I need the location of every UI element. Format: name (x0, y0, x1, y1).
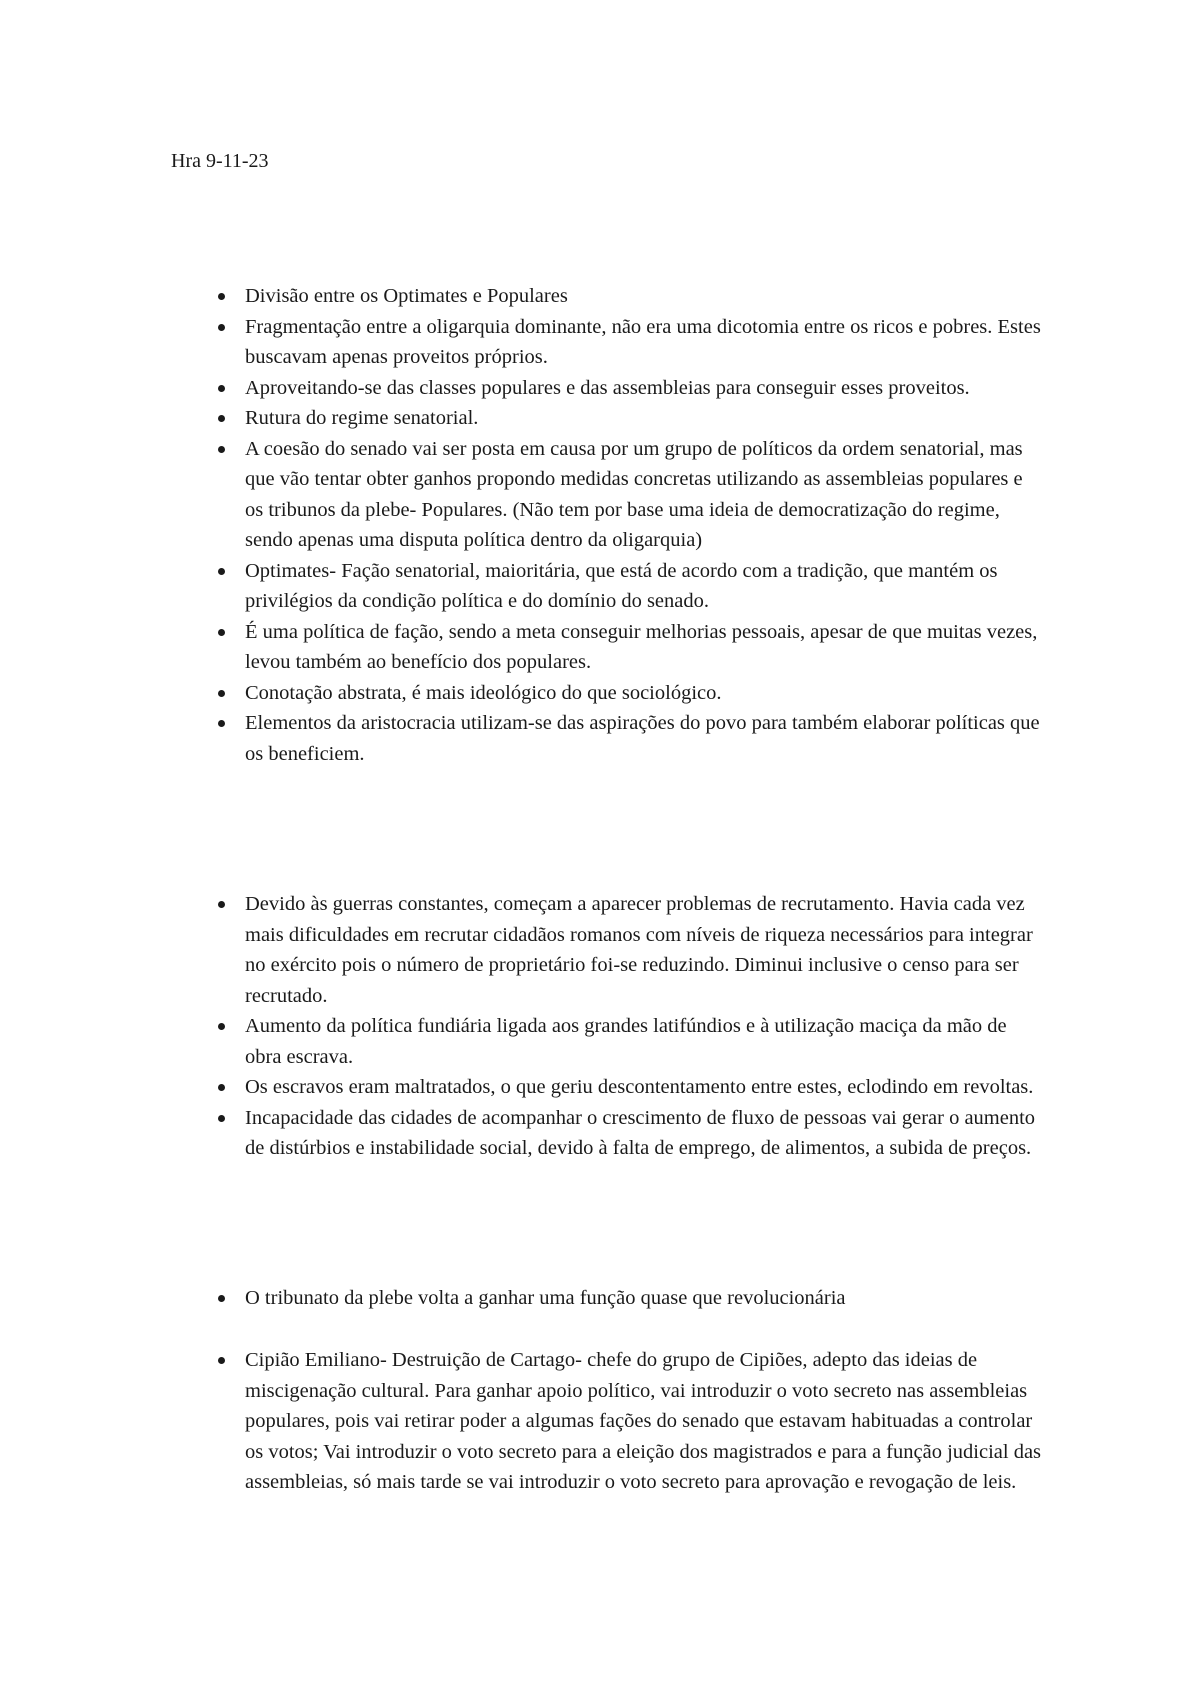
list-item: Optimates- Fação senatorial, maioritária, que está de acordo com a tradição, que mantém os privilégios da condição política e do domínio do senado. (245, 556, 1045, 617)
list-item: Devido às guerras constantes, começam a aparecer problemas de recrutamento. Havia cada vez mais dificuldades em recrutar cidadãos romanos com níveis de riqueza necessários para integrar no exército pois o número de proprietário foi-se reduzindo. Diminui inclusive o censo para ser recrutado. (245, 889, 1045, 1011)
list-item: Cipião Emiliano- Destruição de Cartago- chefe do grupo de Cipiões, adepto das ideias de miscigenação cultural. Para ganhar apoio político, vai introduzir o voto secreto nas assembleias populares, pois vai retirar poder a algumas fações do senado que estavam habituadas a controlar os votos; Vai introduzir o voto secreto para a eleição dos magistrados e para a função judicial das assembleias, só mais tarde se vai introduzir o voto secreto para aprovação e revogação de leis. (245, 1345, 1045, 1498)
list-item: Conotação abstrata, é mais ideológico do que sociológico. (245, 678, 1045, 709)
bullet-list-optimates-populares (245, 281, 1045, 769)
list-item: Elementos da aristocracia utilizam-se das aspirações do povo para também elaborar políticas que os beneficiem. (245, 708, 1045, 769)
list-item: Fragmentação entre a oligarquia dominante, não era uma dicotomia entre os ricos e pobres. Estes buscavam apenas proveitos próprios. (245, 312, 1045, 373)
list-item: O tribunato da plebe volta a ganhar uma função quase que revolucionária (245, 1283, 1045, 1314)
list-item: Aproveitando-se das classes populares e das assembleias para conseguir esses proveitos. (245, 373, 1045, 404)
bullet-list-social-problems (245, 889, 1045, 1164)
list-item: É uma política de fação, sendo a meta conseguir melhorias pessoais, apesar de que muitas vezes, levou também ao benefício dos populares. (245, 617, 1045, 678)
bullet-list-tribunato (245, 1283, 1045, 1314)
list-item: Rutura do regime senatorial. (245, 403, 1045, 434)
list-item: Divisão entre os Optimates e Populares (245, 281, 1045, 312)
bullet-list-cipiao (245, 1345, 1045, 1498)
list-item: A coesão do senado vai ser posta em causa por um grupo de políticos da ordem senatorial, mas que vão tentar obter ganhos propondo medidas concretas utilizando as assembleias populares e os tribunos da plebe- Populares. (Não tem por base uma ideia de democratização do regime, sendo apenas uma disputa política dentro da oligarquia) (245, 434, 1045, 556)
list-item: Incapacidade das cidades de acompanhar o crescimento de fluxo de pessoas vai gerar o aumento de distúrbios e instabilidade social, devido à falta de emprego, de alimentos, a subida de preços. (245, 1103, 1045, 1164)
list-item: Aumento da política fundiária ligada aos grandes latifúndios e à utilização maciça da mão de obra escrava. (245, 1011, 1045, 1072)
document-title: Hra 9-11-23 (171, 150, 269, 172)
list-item: Os escravos eram maltratados, o que geriu descontentamento entre estes, eclodindo em revoltas. (245, 1072, 1045, 1103)
